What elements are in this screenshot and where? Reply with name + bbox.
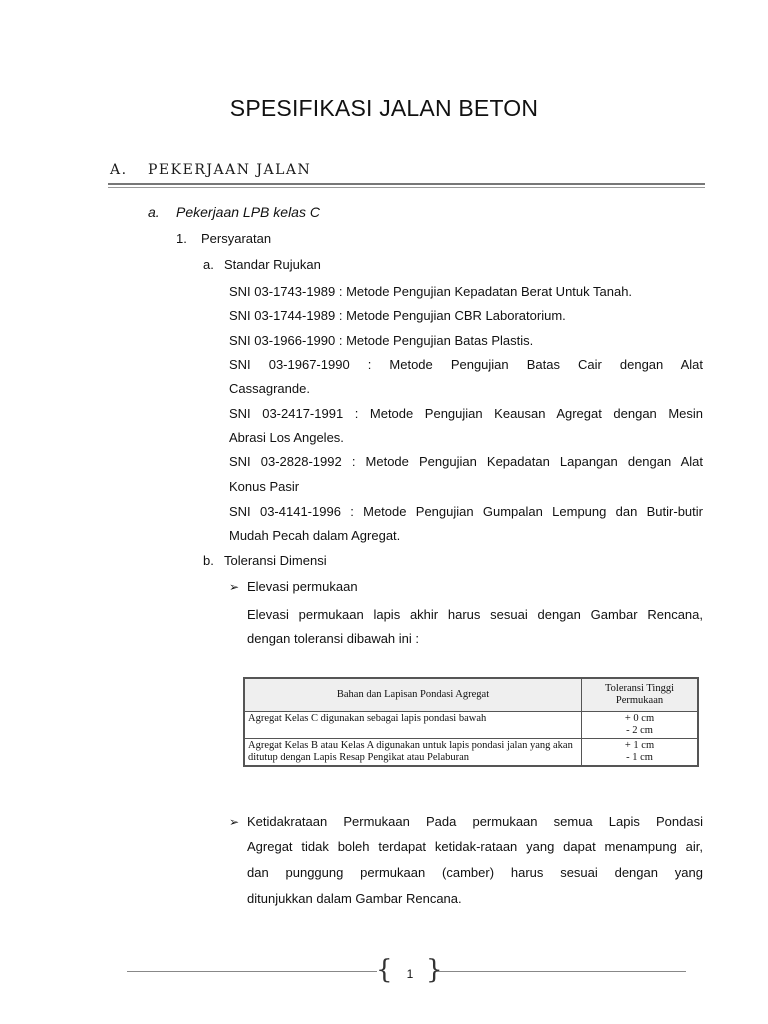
table-header-tolerance-line2: Permukaan [615,695,664,706]
elevasi-text: dengan toleransi dibawah ini : [247,631,420,646]
ketidakrataan-text: Agregat tidak boleh terdapat ketidak-rataan yang dapat menampung air, [247,839,703,854]
sni-line: Abrasi Los Angeles. [229,430,344,445]
tolerance-value: + 0 cm [624,713,655,724]
ketidakrataan-text: ditunjukkan dalam Gambar Rencana. [247,891,462,906]
ketidakrataan-text: Ketidakrataan Permukaan Pada permukaan semua Lapis Pondasi [247,814,703,829]
table-cell-tolerance [582,712,699,739]
sni-line: Mudah Pecah dalam Agregat. [229,528,401,543]
table-cell-material: Agregat Kelas C digunakan sebagai lapis pondasi bawah [244,712,582,739]
sni-line: Cassagrande. [229,381,310,396]
sni-line: Konus Pasir [229,479,300,494]
item-b-marker: b. [203,553,214,568]
table-row [244,739,698,767]
elevasi-title: Elevasi permukaan [247,579,358,594]
document-title: SPESIFIKASI JALAN BETON [229,95,539,121]
ketidakrataan-text: dan punggung permukaan (camber) harus sesuai dengan yang [247,865,703,880]
subsection-title: Pekerjaan LPB kelas C [176,204,320,220]
item-b-title: Toleransi Dimensi [224,553,327,568]
tolerance-table [243,677,699,767]
item-1-title: Persyaratan [201,231,272,246]
footer-brace-left: { [376,955,393,985]
table-cell-tolerance [582,739,699,767]
tolerance-value: - 1 cm [626,752,653,763]
section-rule-thick [108,183,705,185]
elevasi-text: Elevasi permukaan lapis akhir harus sesuai dengan Gambar Rencana, [247,607,703,622]
table-header-tolerance-line1: Toleransi Tinggi [605,683,674,694]
table-header-row [244,678,698,712]
sni-line: SNI 03-1966-1990 : Metode Pengujian Batas Plastis. [229,333,534,348]
footer-rule-right [436,971,686,972]
arrow-bullet-icon: ➢ [229,815,240,829]
section-heading [110,162,311,178]
sni-line: SNI 03-4141-1996 : Metode Pengujian Gumpalan Lempung dan Butir-butir [229,504,703,519]
item-a-title: Standar Rujukan [224,257,321,272]
item-a-marker: a. [203,257,214,272]
section-letter: A. [110,162,128,178]
subsection-marker: a. [148,204,160,220]
sni-line: SNI 03-2828-1992 : Metode Pengujian Kepadatan Lapangan dengan Alat [229,454,703,469]
item-1-marker: 1. [176,231,187,246]
footer-brace-right: } [426,955,443,985]
sni-line: SNI 03-1744-1989 : Metode Pengujian CBR Laboratorium. [229,308,566,323]
tolerance-value: + 1 cm [624,740,655,751]
page-number: 1 [406,967,414,981]
tolerance-value: - 2 cm [626,725,653,736]
section-title: PEKERJAAN JALAN [148,162,312,178]
sni-line: SNI 03-1967-1990 : Metode Pengujian Batas Cair dengan Alat [229,357,703,372]
footer-rule-left [127,971,377,972]
section-rule-thin [108,187,705,188]
table-header-tolerance [582,678,699,712]
table-row [244,712,698,739]
arrow-bullet-icon: ➢ [229,580,240,594]
table-header-material: Bahan dan Lapisan Pondasi Agregat [244,678,582,712]
table-cell-material: Agregat Kelas B atau Kelas A digunakan untuk lapis pondasi jalan yang akan ditutup dengan Lapis Resap Pengikat atau Pelaburan [244,739,582,767]
sni-line: SNI 03-1743-1989 : Metode Pengujian Kepadatan Berat Untuk Tanah. [229,284,633,299]
sni-line: SNI 03-2417-1991 : Metode Pengujian Keausan Agregat dengan Mesin [229,406,703,421]
